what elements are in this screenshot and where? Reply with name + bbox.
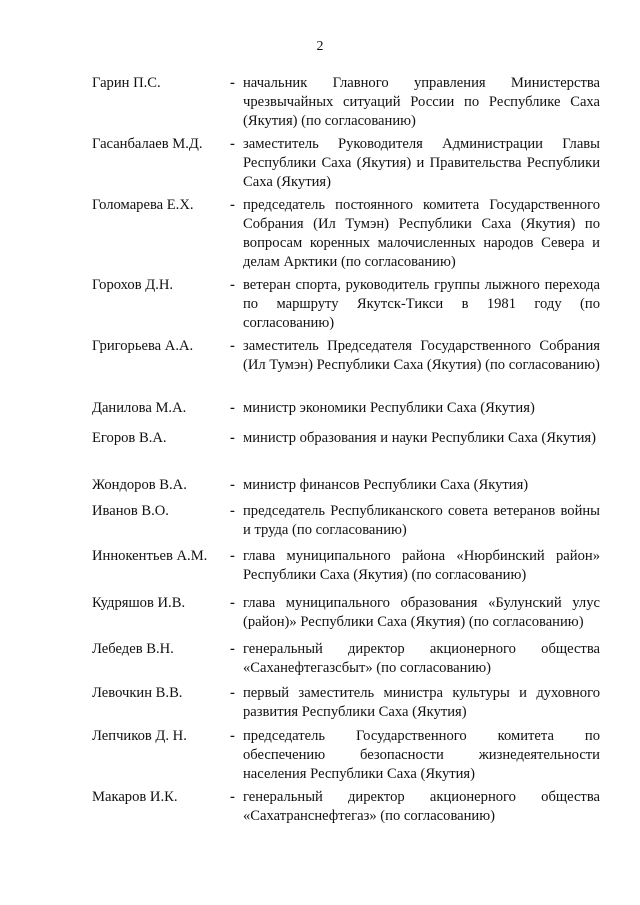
separator-dash: - — [230, 728, 235, 744]
separator-dash: - — [230, 400, 235, 416]
page-number: 2 — [316, 39, 324, 54]
member-role: председатель Государственного комитета по обеспечению безопасности жизнедеятельности населения Республики Саха (Якутия) — [243, 728, 600, 782]
member-name: Жондоров В.А. — [92, 477, 187, 493]
member-name: Лепчиков Д. Н. — [92, 728, 187, 744]
member-name: Данилова М.А. — [92, 400, 187, 416]
member-name: Григорьева А.А. — [92, 338, 194, 354]
separator-dash: - — [230, 595, 235, 611]
member-role: министр экономики Республики Саха (Якутия) — [243, 400, 535, 416]
separator-dash: - — [230, 641, 235, 657]
separator-dash: - — [230, 548, 235, 564]
member-role: генеральный директор акционерного общества «Сахатранснефтегаз» (по согласованию) — [243, 789, 600, 824]
separator-dash: - — [230, 503, 235, 519]
member-name: Макаров И.К. — [92, 789, 178, 805]
member-name: Голомарева Е.Х. — [92, 197, 194, 213]
separator-dash: - — [230, 277, 235, 293]
separator-dash: - — [230, 338, 235, 354]
member-role: заместитель Председателя Государственного Собрания (Ил Тумэн) Республики Саха (Якутия) (по согласованию) — [243, 338, 600, 373]
member-role: генеральный директор акционерного общества «Саханефтегазсбыт» (по согласованию) — [243, 641, 600, 676]
separator-dash: - — [230, 136, 235, 152]
member-name: Горохов Д.Н. — [92, 277, 174, 293]
member-name: Гасанбалаев М.Д. — [92, 136, 203, 152]
member-role: председатель Республиканского совета ветеранов войны и труда (по согласованию) — [243, 503, 600, 538]
member-role: первый заместитель министра культуры и духовного развития Республики Саха (Якутия) — [243, 685, 600, 720]
separator-dash: - — [230, 430, 235, 446]
member-role: ветеран спорта, руководитель группы лыжного перехода по маршруту Якутск-Тикси в 1981 году (по согласованию) — [243, 277, 600, 331]
separator-dash: - — [230, 75, 235, 91]
member-name: Лебедев В.Н. — [92, 641, 174, 657]
member-role: министр образования и науки Республики Саха (Якутия) — [243, 430, 596, 446]
member-role: председатель постоянного комитета Государственного Собрания (Ил Тумэн) Республики Саха (Якутия) по вопросам коренных малочисленных народов Севера и делам Арктики (по согласованию) — [243, 197, 600, 270]
member-role: глава муниципального района «Нюрбинский район» Республики Саха (Якутия) (по согласованию) — [243, 548, 600, 583]
separator-dash: - — [230, 197, 235, 213]
member-name: Гарин П.С. — [92, 75, 161, 91]
member-name: Левочкин В.В. — [92, 685, 183, 701]
member-name: Иванов В.О. — [92, 503, 169, 519]
member-role: министр финансов Республики Саха (Якутия) — [243, 477, 529, 493]
member-name: Кудряшов И.В. — [92, 595, 186, 611]
member-role: глава муниципального образования «Булунский улус (район)» Республики Саха (Якутия) (по согласованию) — [243, 595, 600, 630]
separator-dash: - — [230, 477, 235, 493]
member-role: заместитель Руководителя Администрации Главы Республики Саха (Якутия) и Правительства Республики Саха (Якутия) — [243, 136, 600, 190]
member-role: начальник Главного управления Министерства чрезвычайных ситуаций России по Республике Саха (Якутия) (по согласованию) — [243, 75, 600, 129]
separator-dash: - — [230, 685, 235, 701]
member-name: Егоров В.А. — [92, 430, 167, 446]
member-name: Иннокентьев А.М. — [92, 548, 208, 564]
separator-dash: - — [230, 789, 235, 805]
